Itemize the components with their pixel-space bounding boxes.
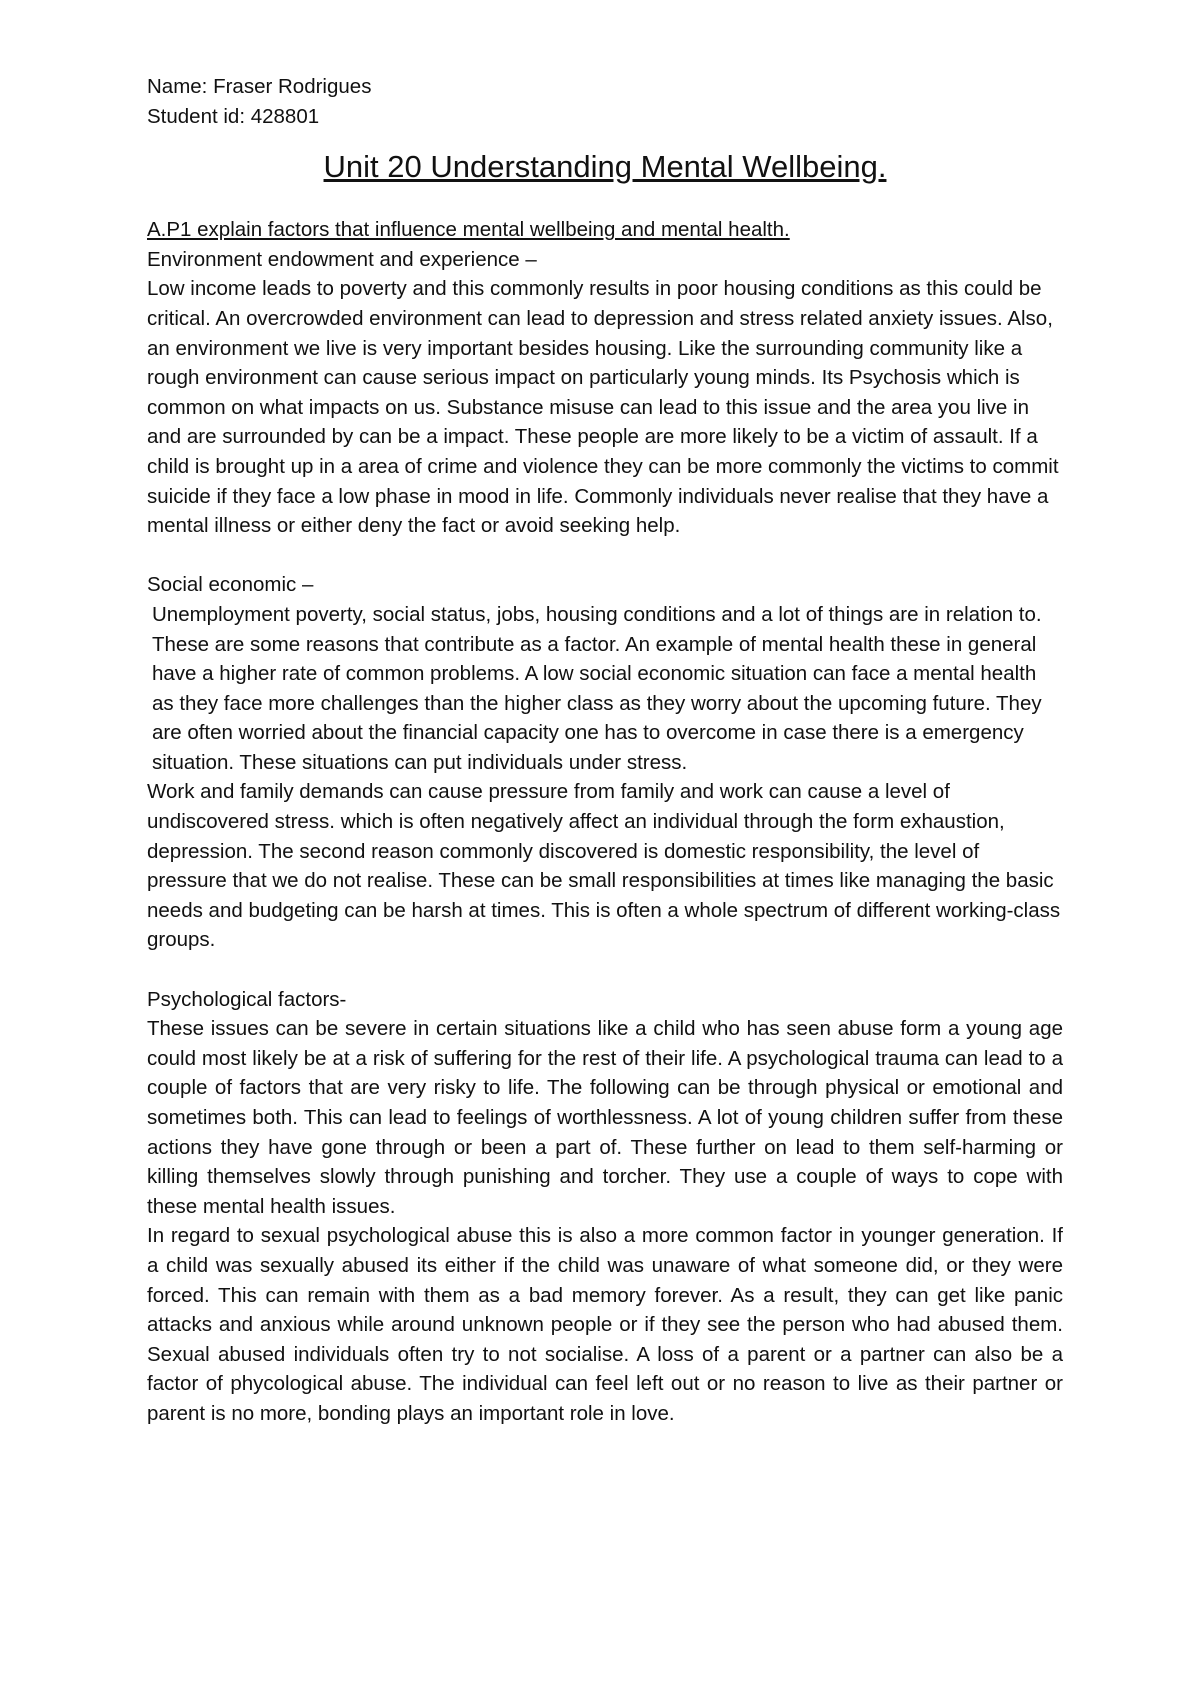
section-paragraph-social-economic-2: Work and family demands can cause pressure from family and work can cause a level of undiscovered stress. which is often negatively affect an individual through the form exhaustion, depression. The second reason commonly discovered is domestic responsibility, the level of pressure that we do not realise. These can be small responsibilities at times like managing the basic needs and budgeting can be harsh at times. This is often a whole spectrum of different working-class groups. — [147, 780, 1061, 952]
document-page — [147, 72, 1063, 1429]
section-paragraph-environment: Low income leads to poverty and this commonly results in poor housing conditions as this could be critical. An overcrowded environment can lead to depression and stress related anxiety issues. Also, an environment we live is very important besides housing. Like the surrounding community like a rough environment can cause serious impact on particularly young minds. Its Psychosis which is common on what impacts on us. Substance misuse can lead to this issue and the area you live in and are surrounded by can be a impact. These people are more likely to be a victim of assault. If a child is brought up in a area of crime and violence they can be more commonly the victims to commit suicide if they face a low phase in mood in life. Commonly individuals never realise that they have a mental illness or either deny the fact or avoid seeking help. — [147, 277, 1059, 538]
document-title: Unit 20 Understanding Mental Wellbeing. — [323, 149, 887, 185]
section-heading-psychological: Psychological factors- — [147, 987, 347, 1011]
section-paragraph-psychological-1: These issues can be severe in certain situations like a child who has seen abuse form a young age could most likely be at a risk of suffering for the rest of their life. A psychological trauma can lead to a couple of factors that are very risky to life. The following can be through physical or emotional and sometimes both. This can lead to feelings of worthlessness. A lot of young children suffer from these actions they have gone through or been a part of. These further on lead to them self-harming or killing themselves slowly through punishing and torcher. They use a couple of ways to cope with these mental health issues. — [147, 1017, 1063, 1218]
student-id: Student id: 428801 — [147, 104, 320, 128]
assignment-subheading: A.P1 explain factors that influence mental wellbeing and mental health. — [147, 218, 790, 242]
spacer — [147, 955, 1063, 985]
section-paragraph-psychological-2: In regard to sexual psychological abuse this is also a more common factor in younger generation. If a child was sexually abused its either if the child was unaware of what someone did, or they were forced. This can remain with them as a bad memory forever. As a result, they can get like panic attacks and anxious while around unknown people or if they see the person who had abused them. Sexual abused individuals often try to not socialise. A loss of a parent or a partner can also be a factor of phycological abuse. The individual can feel left out or no reason to live as their partner or parent is no more, bonding plays an important role in love. — [147, 1224, 1063, 1425]
section-heading-environment: Environment endowment and experience – — [147, 247, 537, 271]
section-paragraph-social-economic-1: Unemployment poverty, social status, jobs, housing conditions and a lot of things are in relation to. These are some reasons that contribute as a factor. An example of mental health these in general have a higher rate of common problems. A low social economic situation can face a mental health as they face more challenges than the higher class as they worry about the upcoming future. They are often worried about the financial capacity one has to overcome in case there is a emergency situation. These situations can put individuals under stress. — [152, 602, 1042, 774]
section-heading-social-economic: Social economic – — [147, 573, 314, 597]
spacer — [147, 541, 1063, 571]
student-name: Name: Fraser Rodrigues — [147, 75, 372, 98]
